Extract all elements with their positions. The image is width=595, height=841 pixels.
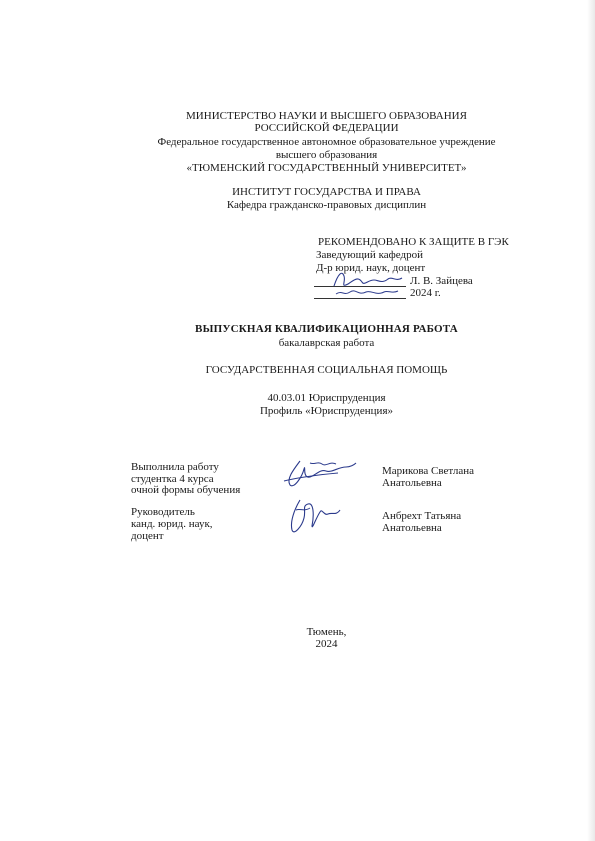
supervisor-surname-name: Анбрехт Татьяна — [382, 510, 462, 522]
specialty-code: 40.03.01 Юриспруденция — [267, 392, 386, 404]
student-surname-name: Марикова Светлана — [382, 465, 475, 477]
approval-name: Л. В. Зайцева — [410, 275, 473, 287]
student-label-3: очной формы обучения — [131, 484, 241, 496]
student-patronymic: Анатольевна — [382, 477, 442, 489]
institution-line-2: высшего образования — [275, 149, 378, 161]
work-title: ВЫПУСКНАЯ КВАЛИФИКАЦИОННАЯ РАБОТА — [195, 323, 458, 335]
supervisor-patronymic: Анатольевна — [382, 522, 442, 534]
footer-year: 2024 — [315, 638, 338, 650]
student-label-1: Выполнила работу — [131, 461, 219, 473]
supervisor-label-2: канд. юрид. наук, — [131, 518, 213, 530]
head-signature-image — [328, 266, 408, 300]
university-name: «ТЮМЕНСКИЙ ГОСУДАРСТВЕННЫЙ УНИВЕРСИТЕТ» — [186, 162, 467, 174]
city: Тюмень, — [306, 626, 347, 638]
approval-year: 2024 г. — [410, 287, 441, 299]
institution-line-1: Федеральное государственное автономное образовательное учреждение — [157, 136, 496, 148]
work-type: бакалаврская работа — [278, 337, 375, 349]
approval-title: РЕКОМЕНДОВАНО К ЗАЩИТЕ В ГЭК — [318, 236, 509, 248]
approval-degree: Д-р юрид. наук, доцент — [316, 262, 426, 274]
supervisor-signature-image — [284, 496, 354, 538]
institute-name: ИНСТИТУТ ГОСУДАРСТВА И ПРАВА — [232, 186, 421, 198]
student-label-2: студентка 4 курса — [131, 473, 214, 485]
supervisor-label-3: доцент — [131, 530, 164, 542]
approval-position: Заведующий кафедрой — [316, 249, 423, 261]
page-edge-shadow — [587, 0, 595, 841]
specialty-profile: Профиль «Юриспруденция» — [259, 405, 394, 417]
ministry-line-2: РОССИЙСКОЙ ФЕДЕРАЦИИ — [254, 122, 399, 134]
department-name: Кафедра гражданско-правовых дисциплин — [226, 199, 427, 211]
student-signature-image — [280, 455, 360, 495]
work-topic: ГОСУДАРСТВЕННАЯ СОЦИАЛЬНАЯ ПОМОЩЬ — [205, 364, 448, 376]
supervisor-label-1: Руководитель — [131, 506, 195, 518]
ministry-line-1: МИНИСТЕРСТВО НАУКИ И ВЫСШЕГО ОБРАЗОВАНИЯ — [186, 110, 467, 122]
